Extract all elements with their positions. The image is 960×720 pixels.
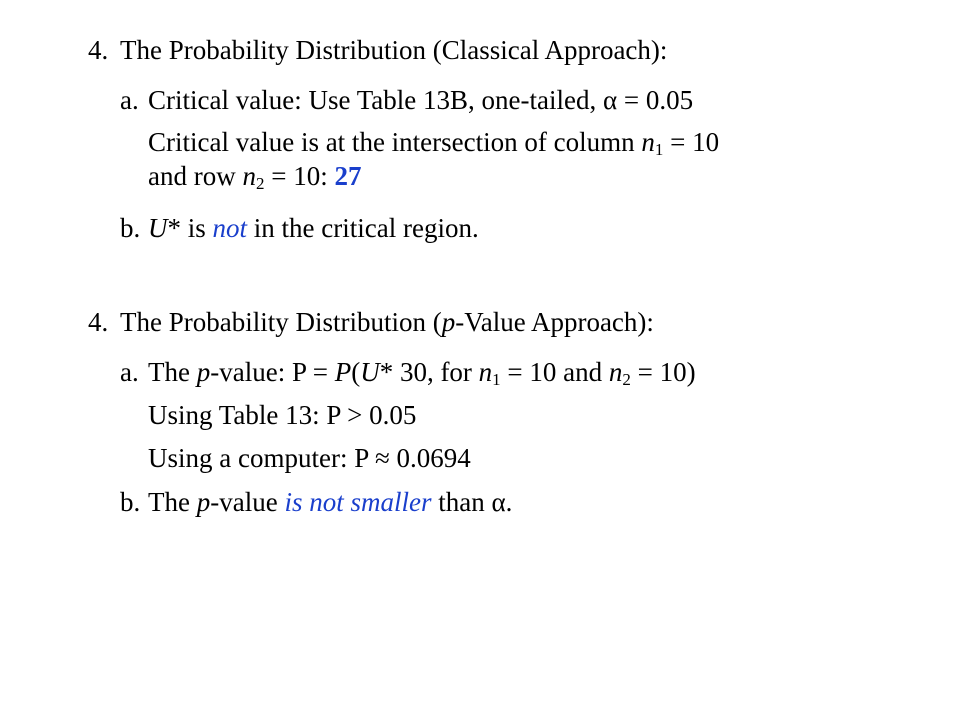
alpha-symbol: α — [602, 85, 618, 115]
section2-item-b-text — [148, 486, 512, 518]
computer-p-value: 0.0694 — [389, 443, 471, 473]
not-emphasis: not — [212, 213, 248, 243]
subscript-2: 2 — [622, 370, 631, 389]
n1-value: = 10 — [663, 127, 720, 157]
intersection-text-start: Critical value is at the intersection of column — [148, 127, 642, 157]
star-symbol: * — [167, 213, 181, 243]
value-text: -value — [210, 487, 285, 517]
computer-result-text — [148, 442, 471, 474]
table-result-text: Using Table 13: P > 0.05 — [148, 400, 417, 430]
u-symbol: U — [148, 213, 168, 243]
section2-title — [120, 306, 654, 338]
than-text: than — [431, 487, 492, 517]
section1-item-b-text — [148, 212, 479, 244]
section1-title: The Probability Distribution (Classical Approach): — [120, 35, 668, 65]
row-text-start: and row — [148, 161, 243, 191]
subscript-1: 1 — [492, 370, 501, 389]
critical-region-text: in the critical region. — [247, 213, 479, 243]
section2-title-start: The Probability Distribution ( — [120, 307, 442, 337]
p-symbol: p — [196, 487, 211, 517]
subscript-1: 1 — [654, 140, 664, 159]
p-value-formula — [148, 356, 696, 388]
n-symbol: n — [242, 161, 256, 191]
section2-title-end: -Value Approach): — [455, 307, 654, 337]
open-paren: ( — [351, 357, 361, 387]
the-text: The — [148, 357, 197, 387]
section1-item-b-marker: b. — [120, 213, 141, 243]
period: . — [505, 487, 513, 517]
the-text: The — [148, 487, 197, 517]
p-symbol: p — [441, 307, 456, 337]
section2-item-a-marker: a. — [120, 357, 139, 387]
is-text: is — [181, 213, 213, 243]
section1-item-a-text — [148, 84, 693, 116]
critical-value-number: 27 — [334, 161, 362, 191]
n-symbol: n — [478, 357, 493, 387]
u-symbol: U — [360, 357, 380, 387]
section2-number: 4. — [88, 307, 109, 337]
alpha-symbol: α — [491, 487, 506, 517]
subscript-2: 2 — [255, 174, 265, 193]
intersection-text — [148, 126, 719, 158]
section1-number: 4. — [88, 35, 109, 65]
n2-value: = 10) — [630, 357, 696, 387]
critical-value-text: Critical value: Use Table 13B, one-tailed, — [148, 85, 603, 115]
not-smaller-emphasis: is not smaller — [284, 487, 432, 517]
p-value-equals: -value: P = — [210, 357, 335, 387]
n2-value: = 10: — [264, 161, 335, 191]
alpha-value: = 0.05 — [617, 85, 694, 115]
n-symbol: n — [608, 357, 623, 387]
row-text — [148, 160, 361, 192]
value-30-text: 30, for — [393, 357, 479, 387]
probability-symbol: P — [334, 357, 352, 387]
computer-text-start: Using a computer: P — [148, 443, 375, 473]
n-symbol: n — [641, 127, 655, 157]
n1-and-text: = 10 and — [500, 357, 609, 387]
approx-symbol: ≈ — [374, 443, 390, 473]
section1-item-a-marker: a. — [120, 85, 139, 115]
p-symbol: p — [196, 357, 211, 387]
section2-item-b-marker: b. — [120, 487, 141, 517]
star-symbol: * — [379, 357, 394, 387]
